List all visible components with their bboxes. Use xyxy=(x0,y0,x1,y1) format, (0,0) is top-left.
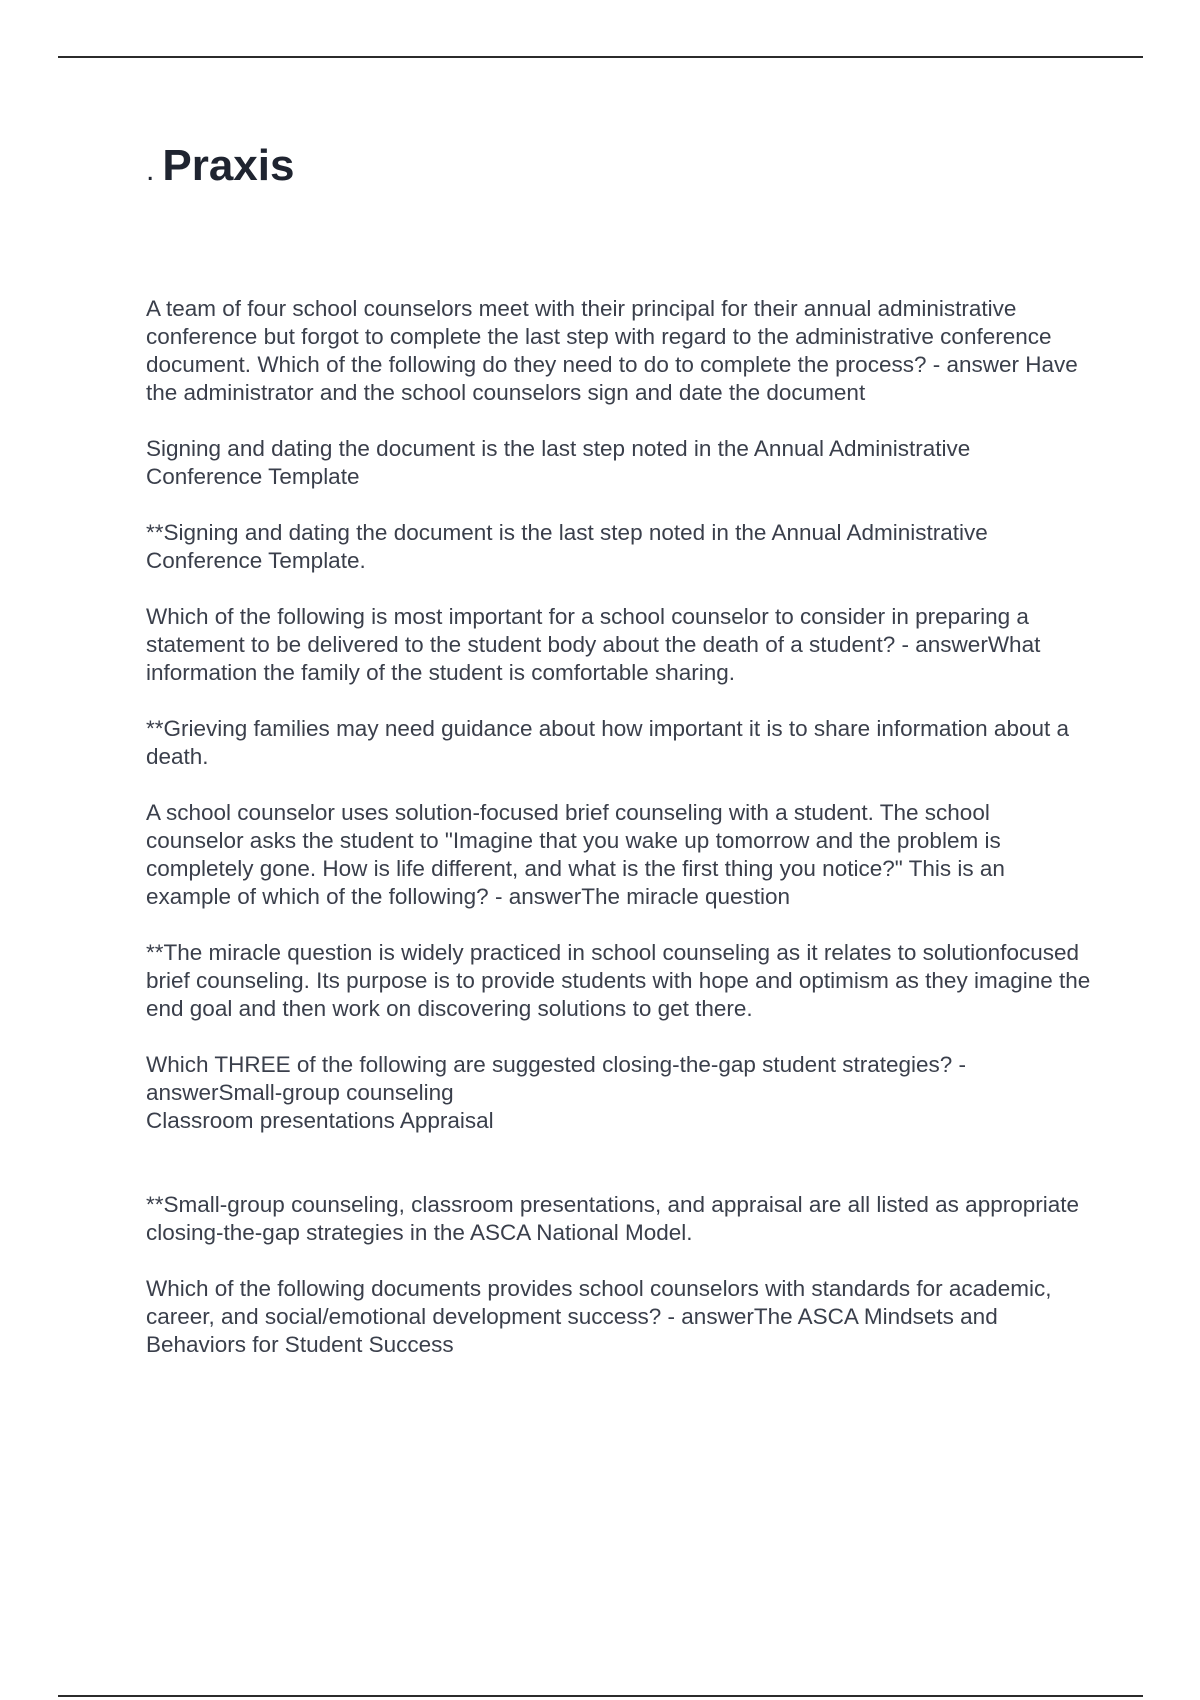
paragraph-5: **Grieving families may need guidance about how important it is to share information about a death. xyxy=(146,715,1070,769)
paragraph-3: **Signing and dating the document is the last step noted in the Annual Administrative Conference Template. xyxy=(146,519,988,573)
bottom-divider xyxy=(58,1695,1143,1697)
closing-gap-question-line-1: Which THREE of the following are suggested closing-the-gap student strategies? - answerSmall-group counseling xyxy=(146,1051,967,1105)
document-content xyxy=(146,140,1091,1387)
paragraph-7: **The miracle question is widely practiced in school counseling as it relates to solutionfocused brief counseling. Its purpose is to provide students with hope and optimism as they imagine the end goal and then work on discovering solutions to get there. xyxy=(146,939,1091,1021)
paragraph-2: Signing and dating the document is the last step noted in the Annual Administrative Conference Template xyxy=(146,435,971,489)
title-text: Praxis xyxy=(162,141,295,190)
paragraph-9: **Small-group counseling, classroom presentations, and appraisal are all listed as appropriate closing-the-gap strategies in the ASCA National Model. xyxy=(146,1191,1080,1245)
document-body xyxy=(146,295,1091,1359)
page-title xyxy=(146,140,1091,193)
paragraph-1: A team of four school counselors meet with their principal for their annual administrative conference but forgot to complete the last step with regard to the administrative conference document. Which of the following do they need to do to complete the process? - answer Have the administrator and the school counselors sign and date the document xyxy=(146,295,1078,405)
paragraph-4: Which of the following is most important for a school counselor to consider in preparing a statement to be delivered to the student body about the death of a student? - answerWhat information the family of the student is comfortable sharing. xyxy=(146,603,1041,685)
closing-gap-question-line-2: Classroom presentations Appraisal xyxy=(146,1107,494,1133)
paragraph-10: Which of the following documents provides school counselors with standards for academic, career, and social/emotional development success? - answerThe ASCA Mindsets and Behaviors for Student Success xyxy=(146,1275,1052,1357)
paragraph-closing-gap-question xyxy=(146,1051,1091,1135)
top-divider xyxy=(58,56,1143,58)
paragraph-6: A school counselor uses solution-focused brief counseling with a student. The school counselor asks the student to "Imagine that you wake up tomorrow and the problem is completely gone. How is life different, and what is the first thing you notice?" This is an example of which of the following? - answerThe miracle question xyxy=(146,799,1005,909)
title-prefix: . xyxy=(146,154,155,187)
